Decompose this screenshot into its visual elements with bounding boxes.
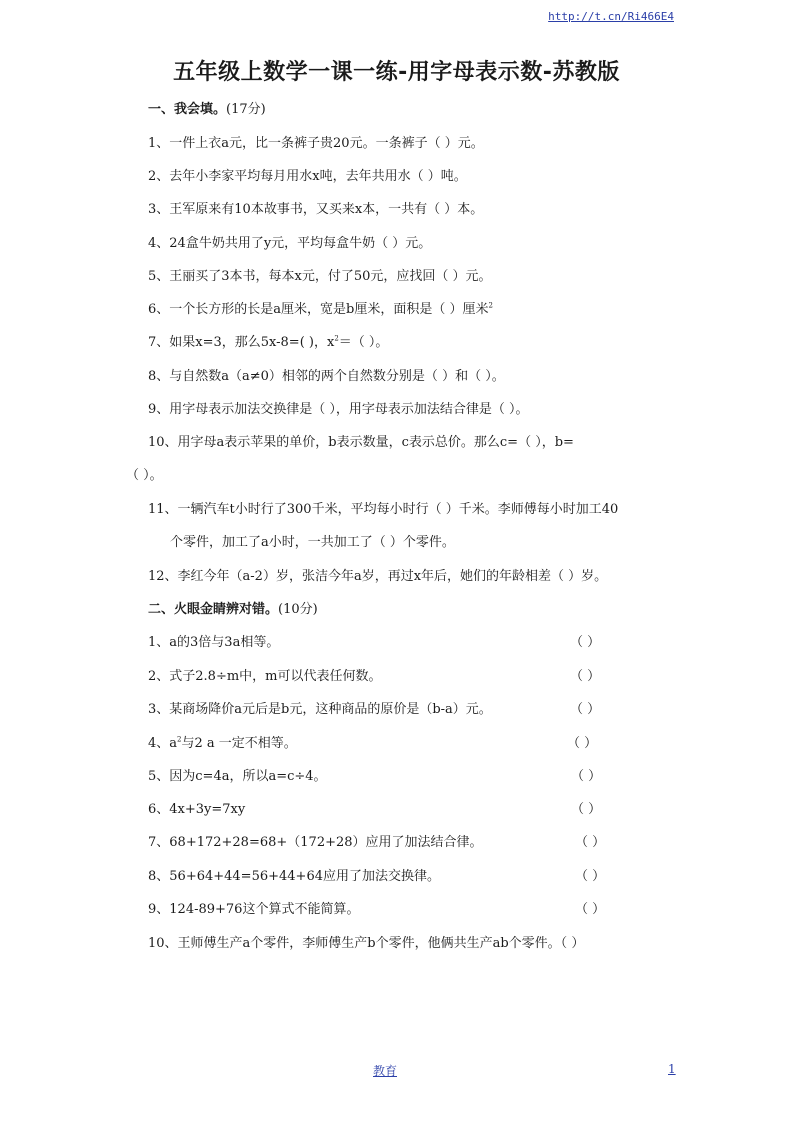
s2-question-9: 9、124-89+76这个算式不能简算。 [148,902,360,917]
s2-answer-paren-1: （ ） [570,635,601,650]
s1-question-6 [148,298,493,317]
s2-answer-paren-9: （ ） [575,902,606,917]
s2-question-1: 1、a的3倍与3a相等。 [148,635,280,650]
s1-question-3: 3、王军原来有10本故事书，又买来x本，一共有（ ）本。 [148,202,484,217]
s1-question-11: 11、一辆汽车t小时行了300千米，平均每小时行（ ）千米。李师傅每小时加工40 [148,502,619,517]
s1-question-1: 1、一件上衣a元，比一条裤子贵20元。一条裤子（ ）元。 [148,136,484,151]
s1-question-8: 8、与自然数a（a≠0）相邻的两个自然数分别是（ ）和（ ）。 [148,369,505,384]
s2-answer-paren-5: （ ） [571,769,602,784]
section2-points: (10分) [278,602,318,617]
s2-question-8: 8、56+64+44=56+44+64应用了加法交换律。 [148,869,440,884]
s1-question-7-tail: ＝（ ）。 [338,335,389,350]
section1-title: 一、我会填。 [148,102,227,117]
s2-answer-paren-3: （ ） [570,702,601,717]
section1-heading [148,98,266,117]
s1-question-7 [148,331,388,350]
s1-question-6-sup: 2 [488,301,493,310]
s2-question-4 [148,732,297,751]
s2-question-4-sup: 2 [177,735,182,744]
s2-question-7: 7、68+172+28=68+（172+28）应用了加法结合律。 [148,835,483,850]
s1-question-4: 4、24盒牛奶共用了y元，平均每盒牛奶（ ）元。 [148,236,432,251]
section1-points: (17分) [226,102,266,117]
s1-question-7-text: 7、如果x=3，那么5x-8=( )，x [148,335,335,350]
s2-answer-paren-2: （ ） [570,669,601,684]
s1-question-6-text: 6、一个长方形的长是a厘米，宽是b厘米，面积是（ ）厘米 [148,302,489,317]
section2-heading [148,598,318,617]
footer-link[interactable]: 教育 [373,1064,398,1078]
s2-question-4-tail: 与2 a 一定不相等。 [181,736,297,751]
s2-question-5: 5、因为c=4a，所以a=c÷4。 [148,769,327,784]
s2-question-3: 3、某商场降价a元后是b元，这种商品的原价是（b-a）元。 [148,702,492,717]
s2-question-6: 6、4x+3y=7xy [148,802,246,817]
s2-question-2: 2、式子2.8÷m中，m可以代表任何数。 [148,669,382,684]
s2-answer-paren-8: （ ） [575,869,606,884]
header-url-link[interactable]: http://t.cn/Ri466E4 [548,10,674,23]
s1-question-10: 10、用字母a表示苹果的单价，b表示数量，c表示总价。那么c=（ ），b= [148,435,574,450]
s2-question-10: 10、王师傅生产a个零件，李师傅生产b个零件，他俩共生产ab个零件。（ ） [148,936,585,951]
page-title: 五年级上数学一课一练-用字母表示数-苏教版 [173,60,620,85]
s1-question-5: 5、王丽买了3本书，每本x元，付了50元，应找回（ ）元。 [148,269,492,284]
s2-question-4-text: 4、a [148,736,178,751]
section2-title: 二、火眼金睛辨对错。 [148,602,279,617]
s2-answer-paren-6: （ ） [571,802,602,817]
page-number: 1 [668,1062,676,1076]
s1-question-2: 2、去年小李家平均每月用水x吨，去年共用水（ ）吨。 [148,169,467,184]
s1-question-10-cont: （ ）。 [126,468,163,483]
s1-question-7-sup: 2 [334,334,339,343]
s1-question-9: 9、用字母表示加法交换律是（ ），用字母表示加法结合律是（ ）。 [148,402,529,417]
s2-answer-paren-4: （ ） [567,736,598,751]
s1-question-12: 12、李红今年（a-2）岁，张洁今年a岁，再过x年后，她们的年龄相差（ ）岁。 [148,569,608,584]
s2-answer-paren-7: （ ） [575,835,606,850]
s1-question-11-cont: 个零件，加工了a小时，一共加工了（ ）个零件。 [170,535,455,550]
